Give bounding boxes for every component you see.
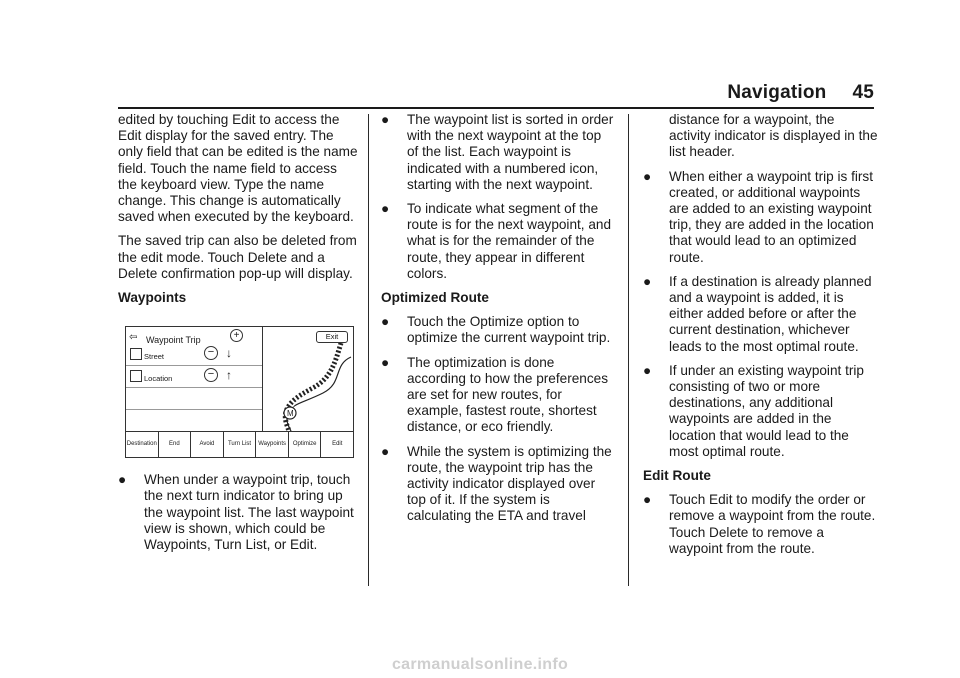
bullet-icon: ● bbox=[381, 112, 390, 127]
column-divider-1 bbox=[368, 114, 369, 586]
arrow-down-icon: ↓ bbox=[226, 346, 232, 361]
list-item bbox=[126, 387, 262, 410]
bullet-item: ● To indicate what segment of the route is for the next waypoint, and what is for the remainder of the route, they appear in different colors. bbox=[381, 201, 612, 281]
back-arrow-icon: ⇦ bbox=[129, 332, 138, 344]
bullet-icon: ● bbox=[381, 201, 390, 217]
figure-title: Waypoint Trip bbox=[146, 335, 201, 346]
tab-avoid: Avoid bbox=[191, 432, 224, 457]
map-route-icon bbox=[263, 343, 352, 431]
bullet-item: ● If a destination is already planned and a waypoint is added, it is either added before or after the current destination, whichever leads to the most optimal route. bbox=[643, 273, 872, 354]
tab-bar bbox=[126, 431, 353, 457]
bullet-item: ● Touch Edit to modify the order or remove a waypoint from the route. Touch Delete to remove a waypoint from the route. bbox=[643, 492, 876, 556]
checkbox-icon bbox=[130, 348, 142, 360]
paragraph: The saved trip can also be deleted from the edit mode. Touch Delete and a Delete confirmation pop-up will display. bbox=[118, 233, 357, 281]
column-3 bbox=[643, 112, 878, 565]
page-number: 45 bbox=[852, 82, 874, 103]
bullet-icon: ● bbox=[643, 362, 652, 378]
remove-icon: − bbox=[204, 346, 218, 360]
page-header bbox=[727, 82, 874, 104]
watermark: carmanualsonline.info bbox=[391, 656, 569, 673]
column-2 bbox=[381, 112, 616, 533]
add-icon: + bbox=[230, 329, 243, 342]
tab-end: End bbox=[159, 432, 192, 457]
tab-turn-list: Turn List bbox=[224, 432, 257, 457]
remove-icon: − bbox=[204, 368, 218, 382]
tab-destination: Destination bbox=[126, 432, 159, 457]
tab-optimize: Optimize bbox=[289, 432, 322, 457]
list-item bbox=[126, 343, 262, 366]
bullet-item: ● When either a waypoint trip is first created, or additional waypoints are added to an existing waypoint trip, they are added in the location that would lead to an optimized route. bbox=[643, 168, 874, 265]
tab-waypoints: Waypoints bbox=[256, 432, 289, 457]
section-title: Navigation bbox=[727, 82, 827, 103]
checkbox-icon bbox=[130, 370, 142, 382]
bullet-item: ● While the system is optimizing the route, the waypoint trip has the activity indicator displayed over top of it. If the system is calculating the ETA and travel bbox=[381, 443, 612, 524]
bullet-icon: ● bbox=[381, 443, 390, 459]
section-heading: Optimized Route bbox=[381, 290, 489, 306]
section-heading: Edit Route bbox=[643, 468, 711, 484]
bullet-icon: ● bbox=[381, 314, 390, 330]
bullet-icon: ● bbox=[118, 472, 127, 488]
column-divider-2 bbox=[628, 114, 629, 586]
header-rule bbox=[118, 107, 874, 109]
exit-button: Exit bbox=[316, 331, 348, 343]
bullet-icon: ● bbox=[643, 168, 652, 184]
bullet-item: ● Touch the Optimize option to optimize the current waypoint trip. bbox=[381, 314, 611, 346]
bullet-item: ● The optimization is done according to how the preferences are set for new routes, for example, fastest route, shortest distance, or eco friendly. bbox=[381, 354, 609, 435]
list-item bbox=[126, 409, 262, 431]
section-heading: Waypoints bbox=[118, 290, 187, 306]
bullet-icon: ● bbox=[643, 273, 652, 289]
list-item-label: Location bbox=[144, 374, 173, 384]
paragraph: edited by touching Edit to access the Edit display for the saved entry. The only field that can be edited is the name field. Touch the name field to access the keyboard view. Type the name change. This change is automatically saved when executed by the keyboard. bbox=[118, 112, 358, 225]
bullet-item: ● The waypoint list is sorted in order with the next waypoint at the top of the list. Each waypoint is indicated with a numbered icon, starting with the next waypoint. bbox=[381, 112, 614, 192]
arrow-up-icon: ↑ bbox=[226, 368, 232, 383]
svg-text:M: M bbox=[287, 409, 294, 419]
continued-item: distance for a waypoint, the activity indicator is displayed in the list header. bbox=[669, 112, 878, 160]
column-1 bbox=[118, 112, 358, 561]
list-item-label: Street bbox=[144, 352, 165, 362]
bullet-icon: ● bbox=[643, 492, 652, 508]
bullet-item: ● If under an existing waypoint trip consisting of two or more destinations, any additional waypoints are added in the location that would lead to the most optimal route. bbox=[643, 362, 864, 459]
list-item bbox=[126, 365, 262, 388]
bullet-item: ● When under a waypoint trip, touch the next turn indicator to bring up the waypoint list. The last waypoint view is shown, which could be Waypoints, Turn List, or Edit. bbox=[118, 472, 354, 553]
bullet-icon: ● bbox=[381, 354, 390, 370]
tab-edit: Edit bbox=[332, 441, 343, 448]
waypoint-trip-figure bbox=[125, 326, 354, 458]
